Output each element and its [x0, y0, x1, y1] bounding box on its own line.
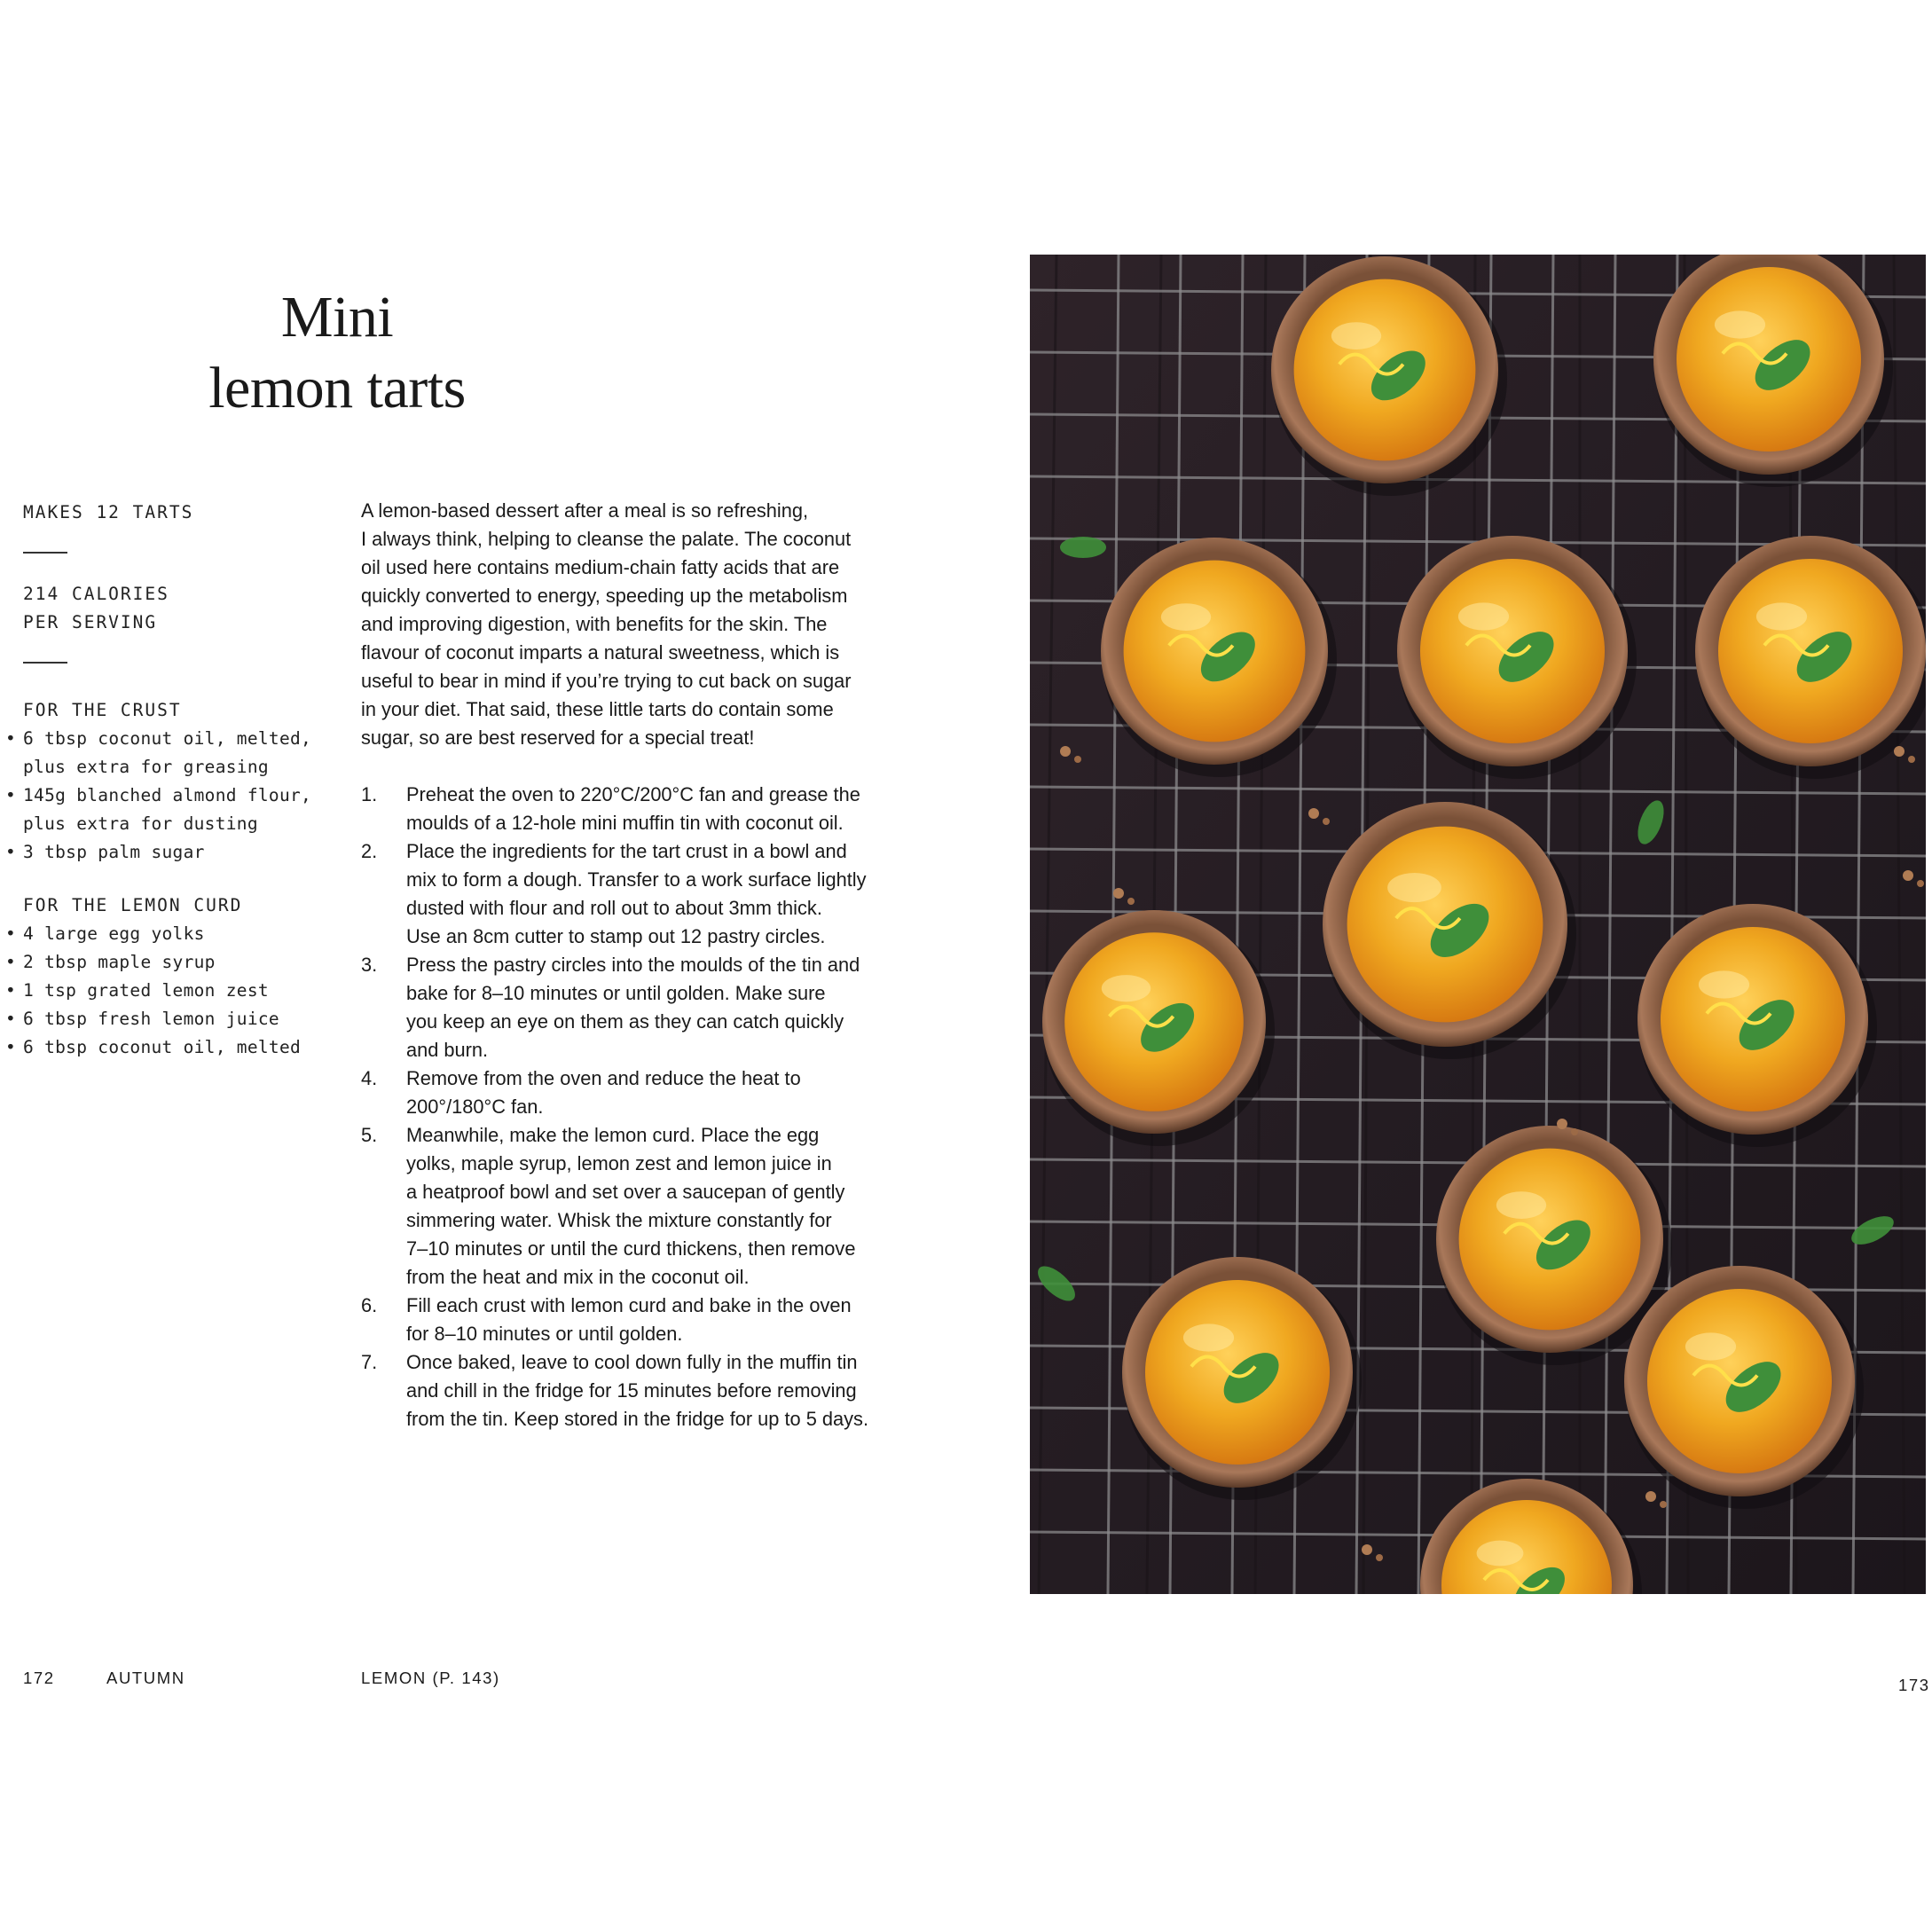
crumb [1113, 888, 1124, 899]
crumb [1308, 808, 1319, 819]
ingredient-text: 4 large egg yolks [23, 923, 205, 944]
curd-highlight [1458, 602, 1509, 630]
crumb [1571, 1128, 1578, 1135]
lemon-curd-ingredients [0, 891, 337, 1062]
left-page-number: 172 [23, 1669, 55, 1687]
ingredient-text: 2 tbsp maple syrup [23, 952, 216, 972]
cross-reference: LEMON (P. 143) [361, 1669, 500, 1687]
ingredient-text: 3 tbsp palm sugar [23, 842, 205, 862]
step-number: 2. [361, 840, 378, 862]
step-number: 3. [361, 954, 378, 976]
crumb [1660, 1501, 1667, 1508]
step-text: and burn. [406, 1039, 489, 1061]
divider [23, 662, 67, 664]
calories-line-2: PER SERVING [23, 612, 158, 632]
step-text: Place the ingredients for the tart crust in a bowl and [406, 840, 847, 862]
curd-highlight [1685, 1332, 1736, 1360]
method-steps [361, 781, 929, 1433]
step-text: Preheat the oven to 220°C/200°C fan and grease the [406, 783, 860, 805]
intro-line: I always think, helping to cleanse the palate. The coconut [361, 528, 852, 550]
recipe-title-line-2: lemon tarts [208, 356, 466, 420]
ingredient-item [0, 725, 337, 781]
crumb [1074, 756, 1081, 763]
bullet-icon: • [5, 1009, 17, 1029]
step-text: for 8–10 minutes or until golden. [406, 1323, 683, 1345]
recipe-title [106, 282, 568, 424]
bullet-icon: • [5, 728, 17, 749]
step-text: 7–10 minutes or until the curd thickens, then remove [406, 1237, 856, 1260]
curd-highlight [1387, 873, 1441, 902]
intro-line: A lemon-based dessert after a meal is so refreshing, [361, 499, 808, 522]
step-text: and chill in the fridge for 15 minutes before removing [406, 1379, 857, 1402]
ingredient-item [0, 1033, 337, 1062]
crust-ingredients [0, 696, 337, 867]
step-text: moulds of a 12-hole mini muffin tin with coconut oil. [406, 812, 844, 834]
curd-highlight [1102, 975, 1151, 1001]
step-text: simmering water. Whisk the mixture constantly for [406, 1209, 832, 1231]
curd-highlight [1477, 1541, 1524, 1567]
step-text: Press the pastry circles into the moulds of the tin and [406, 954, 860, 976]
method-step [361, 781, 929, 837]
crumb [1127, 898, 1135, 905]
yield-label: MAKES 12 TARTS [23, 502, 194, 522]
intro-line: sugar, so are best reserved for a special treat! [361, 726, 755, 749]
ingredient-text: 6 tbsp fresh lemon juice [23, 1009, 279, 1029]
ingredient-text: 6 tbsp coconut oil, melted [23, 1037, 302, 1057]
recipe-meta [23, 499, 325, 690]
bullet-icon: • [5, 1037, 17, 1057]
ingredient-text: plus extra for greasing [23, 757, 269, 777]
method-step [361, 837, 929, 951]
method-step [361, 951, 929, 1064]
recipe-intro [361, 497, 929, 752]
intro-line: useful to bear in mind if you’re trying to cut back on sugar [361, 670, 852, 692]
ingredient-item [0, 920, 337, 948]
crumb [1557, 1119, 1567, 1129]
step-text: Meanwhile, make the lemon curd. Place the egg [406, 1124, 820, 1146]
crumb [1376, 1554, 1383, 1561]
step-number: 1. [361, 783, 378, 805]
bullet-icon: • [5, 980, 17, 1001]
bullet-icon: • [5, 952, 17, 972]
step-text: bake for 8–10 minutes or until golden. Make sure [406, 982, 826, 1004]
bullet-icon: • [5, 923, 17, 944]
step-number: 7. [361, 1351, 378, 1373]
method-step [361, 1064, 929, 1121]
step-number: 6. [361, 1294, 378, 1316]
crumb [1894, 746, 1905, 757]
crumb [1917, 880, 1924, 887]
crust-heading: FOR THE CRUST [23, 700, 182, 720]
crumb [1645, 1491, 1656, 1502]
ingredient-text: 1 tsp grated lemon zest [23, 980, 269, 1001]
ingredient-text: 6 tbsp coconut oil, melted, [23, 728, 312, 749]
ingredient-item [0, 838, 337, 867]
crumb [1323, 818, 1330, 825]
scattered-mint-leaf-icon [1060, 537, 1106, 558]
crumb [1362, 1544, 1372, 1555]
curd-highlight [1756, 602, 1807, 630]
intro-line: and improving digestion, with benefits for the skin. The [361, 613, 828, 635]
step-text: 200°/180°C fan. [406, 1096, 544, 1118]
intro-line: flavour of coconut imparts a natural sweetness, which is [361, 641, 840, 664]
section-name: AUTUMN [106, 1669, 185, 1687]
curd-highlight [1715, 310, 1765, 338]
ingredient-item [0, 977, 337, 1005]
ingredient-item [0, 948, 337, 977]
step-text: yolks, maple syrup, lemon zest and lemon juice in [406, 1152, 832, 1174]
crumb [1060, 746, 1071, 757]
recipe-title-line-1: Mini [280, 285, 394, 349]
method-step [361, 1292, 929, 1348]
step-text: mix to form a dough. Transfer to a work surface lightly [406, 868, 867, 891]
step-number: 5. [361, 1124, 378, 1146]
calories-line-1: 214 CALORIES [23, 584, 169, 604]
curd-highlight [1699, 970, 1749, 998]
bullet-icon: • [5, 785, 17, 805]
ingredient-text: plus extra for dusting [23, 813, 258, 834]
ingredient-text: 145g blanched almond flour, [23, 785, 312, 805]
step-text: from the tin. Keep stored in the fridge for up to 5 days. [406, 1408, 868, 1430]
crumb [1908, 756, 1915, 763]
tarts-photo [1030, 255, 1926, 1594]
step-text: Once baked, leave to cool down fully in the muffin tin [406, 1351, 858, 1373]
curd-heading: FOR THE LEMON CURD [23, 895, 243, 915]
right-page-number: 173 [1898, 1676, 1930, 1694]
step-text: from the heat and mix in the coconut oil. [406, 1266, 750, 1288]
intro-line: oil used here contains medium-chain fatty acids that are [361, 556, 840, 578]
method-step [361, 1121, 929, 1292]
step-text: Remove from the oven and reduce the heat to [406, 1067, 801, 1089]
step-number: 4. [361, 1067, 378, 1089]
ingredient-item [0, 781, 337, 838]
step-text: Fill each crust with lemon curd and bake in the oven [406, 1294, 852, 1316]
curd-highlight [1496, 1191, 1546, 1219]
intro-line: quickly converted to energy, speeding up the metabolism [361, 585, 848, 607]
ingredient-item [0, 1005, 337, 1033]
crumb [1903, 870, 1913, 881]
step-text: you keep an eye on them as they can catch quickly [406, 1010, 844, 1033]
curd-highlight [1331, 322, 1381, 349]
bullet-icon: • [5, 842, 17, 862]
step-text: Use an 8cm cutter to stamp out 12 pastry circles. [406, 925, 826, 947]
method-step [361, 1348, 929, 1433]
step-text: a heatproof bowl and set over a saucepan of gently [406, 1181, 845, 1203]
divider [23, 552, 67, 554]
step-text: dusted with flour and roll out to about 3mm thick. [406, 897, 822, 919]
curd-highlight [1183, 1323, 1234, 1351]
curd-highlight [1161, 603, 1211, 631]
intro-line: in your diet. That said, these little tarts do contain some [361, 698, 834, 720]
